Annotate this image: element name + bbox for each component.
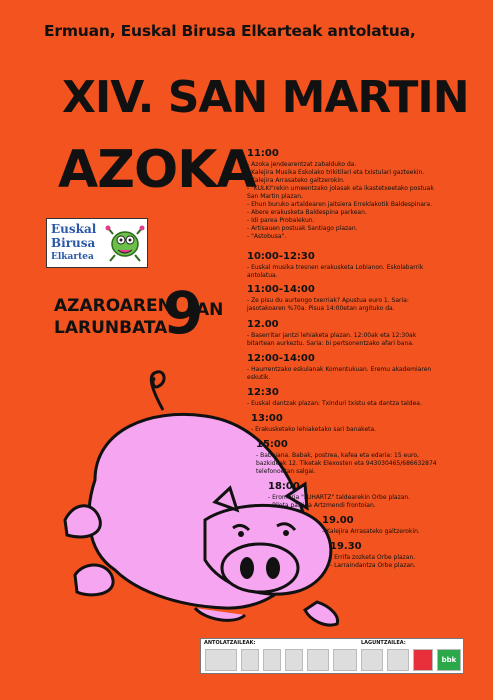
schedule-item: - Ehun buruko artaldearen jaitsiera Erreklakotik Baldespinara. [247, 201, 432, 208]
date-suffix: AN [196, 300, 224, 320]
schedule-item: - Eromeria "LUHARTZ" taldearekin Orbe plazan. [268, 494, 411, 501]
schedule-item: - Idi parea Probalekun. [247, 217, 315, 224]
sponsor-logo [307, 649, 329, 671]
sponsors-footer [200, 638, 464, 674]
sponsor-logo [241, 649, 259, 671]
schedule-time: 12.00 [247, 319, 279, 330]
schedule-item: - Haurrentzako eskulanak Komentukuan. Eremu akademiaren [247, 366, 432, 373]
schedule-item: - Artisauen postuak Santiago plazan. [247, 225, 358, 232]
schedule-block-8 [268, 480, 482, 510]
schedule-time: 18:00 [268, 481, 300, 492]
schedule-block-3 [247, 318, 482, 348]
schedule-time: 15:00 [256, 439, 288, 450]
date-month: AZAROAREN [54, 296, 172, 316]
bbk-logo: bbk [437, 649, 461, 671]
schedule-time: 11:00-14:00 [247, 284, 315, 295]
schedule-time: 10:00-12:30 [247, 251, 315, 262]
sponsor-logo [413, 649, 433, 671]
schedule-block-6 [251, 412, 482, 434]
schedule-item: bazkideak 12. Tiketak Elexosten eta 943030465/686632874 [256, 460, 437, 467]
sponsor-logo [285, 649, 303, 671]
schedule-item: - Larraindantza Orbe plazan. [330, 562, 416, 569]
schedule-block-7 [256, 438, 482, 476]
sponsor-logo [263, 649, 281, 671]
logo-line3: Elkartea [51, 252, 94, 262]
schedule-block-5 [247, 386, 482, 408]
date-number: 9 [163, 279, 204, 347]
schedule-item: San Martin plazan. [247, 193, 303, 200]
logo-line2: Birusa [51, 236, 96, 250]
schedule-item: - Euskal musika tresnen erakusketa Lobianon. Eskolabarrik [247, 264, 424, 271]
sponsor-logo [361, 649, 383, 671]
schedule-item: antolatua. [247, 272, 278, 279]
schedule-item: - Ze pisu du aurtengo txerriak? Apustua euro 1. Saria: [247, 297, 409, 304]
schedule-item: - "KULKI"rekin umeentzako jolasak eta ikastetxeetako postuak [247, 185, 434, 192]
schedule-block-2 [247, 283, 482, 313]
schedule-item: - Errifa zozketa Orbe plazan. [330, 554, 416, 561]
euskal-birusa-logo [46, 218, 148, 268]
schedule-time: 12:30 [247, 387, 279, 398]
schedule-time: 19.00 [322, 515, 354, 526]
organizers-label: ANTOLATZAILEAK: [204, 640, 256, 646]
schedule-time: 19.30 [330, 541, 362, 552]
schedule-item: - Baserritar jantzi lehiaketa plazan. 12:00ak eta 12:30ak [247, 332, 417, 339]
schedule-item: eskutik. [247, 374, 271, 381]
sponsor-logo [387, 649, 409, 671]
event-title-line2: AZOKA [58, 140, 256, 200]
schedule-time: 12:00-14:00 [247, 353, 315, 364]
logo-line1: Euskal [51, 222, 97, 236]
schedule-item: - Pilota partida Artzmendi frontoian. [268, 502, 376, 509]
sponsors-label: LAGUNTZAILEA: [361, 640, 406, 646]
event-title-line1: XIV. SAN MARTIN [62, 72, 469, 123]
schedule-item: telefonoetan salgai. [256, 468, 316, 475]
schedule-time: 13:00 [251, 413, 283, 424]
date-weekday: LARUNBATA [54, 318, 168, 338]
schedule-item: - Erakusketako lehiaketako sari banaketa. [251, 426, 377, 433]
schedule-block-1 [247, 250, 482, 280]
schedule-item: - Kalejira Arrasateko galtzerokin. [322, 528, 420, 535]
schedule-item: - "Astobusa". [247, 233, 287, 240]
schedule-item: - Azoka jendearentzat zabalduko da. [247, 161, 357, 168]
schedule-item: jasotakoaren %70a. Pisua 14:00etan argituko da. [247, 305, 395, 312]
schedule-item: - Kalejira Musika Eskolako trikitilari eta txistulari gazteekin. [247, 169, 425, 176]
schedule-item: - Babajana. Babak, postrea, kafea eta edaria: 15 euro, [256, 452, 419, 459]
schedule-block-0 [247, 147, 482, 241]
schedule-time: 11:00 [247, 148, 279, 159]
schedule-item: - Euskal dantzak plazan: Txinduri txistu eta dantza taldea. [247, 400, 422, 407]
schedule-item: - Abere erakusketa Baldespina parkean. [247, 209, 367, 216]
schedule-item: bitartean aurkeztu. Saria: bi pertsonentzako afari bana. [247, 340, 414, 347]
organizer-line: Ermuan, Euskal Birusa Elkarteak antolatua, [44, 22, 416, 40]
schedule-block-10 [330, 540, 482, 570]
sponsor-logo [333, 649, 357, 671]
sponsor-logo [205, 649, 237, 671]
schedule-block-4 [247, 352, 482, 382]
virus-mascot-icon [105, 222, 145, 264]
schedule-item: - Kalejira Arrasateko galtzerokin. [247, 177, 345, 184]
schedule-block-9 [322, 514, 482, 536]
